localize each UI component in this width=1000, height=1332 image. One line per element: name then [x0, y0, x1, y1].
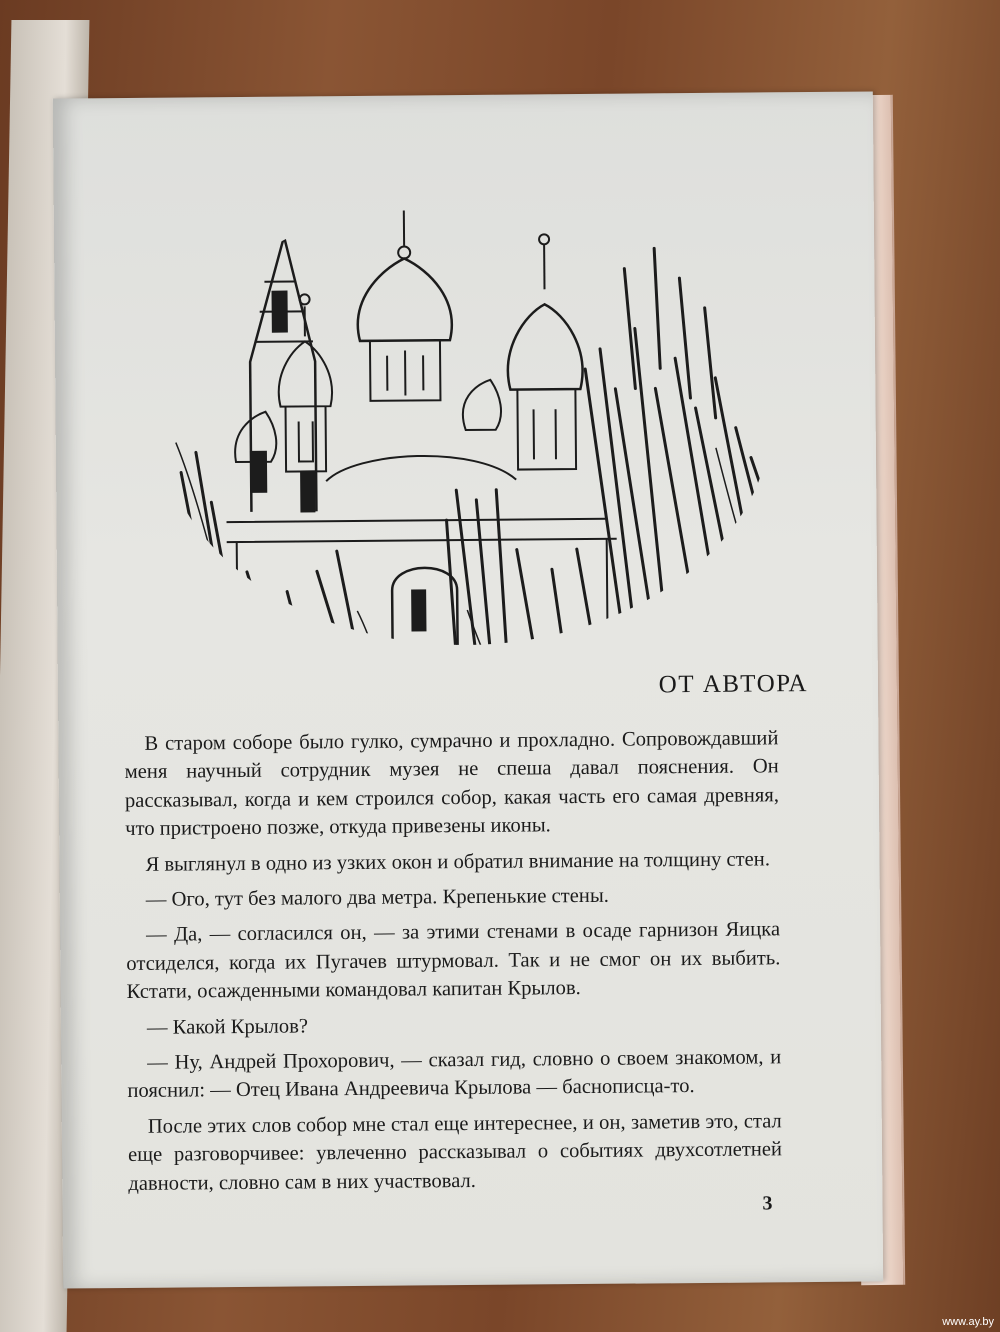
paragraph: — Какой Крылов?	[146, 1015, 309, 1039]
paragraph: После этих слов собор мне стал еще интереснее, и он, заметив это, стал еще разговорчивее: увлеченно рассказывал о событиях двухсотлетней давности, словно сам в них участвовал.	[127, 1110, 783, 1195]
paragraph: Я выглянул в одно из узких окон и обратил внимание на толщину стен.	[145, 847, 771, 876]
paragraph: — Ну, Андрей Прохорович, — сказал гид, словно о своем знакомом, и пояснил: — Отец Ивана Андреевича Крылова — баснописца-то.	[127, 1046, 782, 1103]
book-page	[53, 91, 883, 1288]
watermark: www.ay.by	[942, 1316, 994, 1328]
paragraph: В старом соборе было гулко, сумрачно и прохладно. Сопровождавший меня научный сотрудник музея не спеша давал пояснения. Он рассказывал, когда и кем строился собор, какая часть его самая древняя, что пристроено позже, откуда привезены иконы.	[124, 727, 780, 841]
cathedral-illustration	[154, 187, 778, 692]
chapter-heading: ОТ АВТОРА	[658, 670, 809, 699]
body-text	[124, 724, 782, 1205]
paragraph: — Да, — согласился он, — за этими стенами в осаде гарнизон Яицка отсиделся, когда их Пугачев штурмовал. Так и не смог он их выбить. Кстати, осажденными командовал капитан Крылов.	[126, 918, 781, 1004]
page-number: 3	[762, 1192, 773, 1215]
paragraph: — Ого, тут без малого два метра. Крепенькие стены.	[145, 884, 609, 911]
